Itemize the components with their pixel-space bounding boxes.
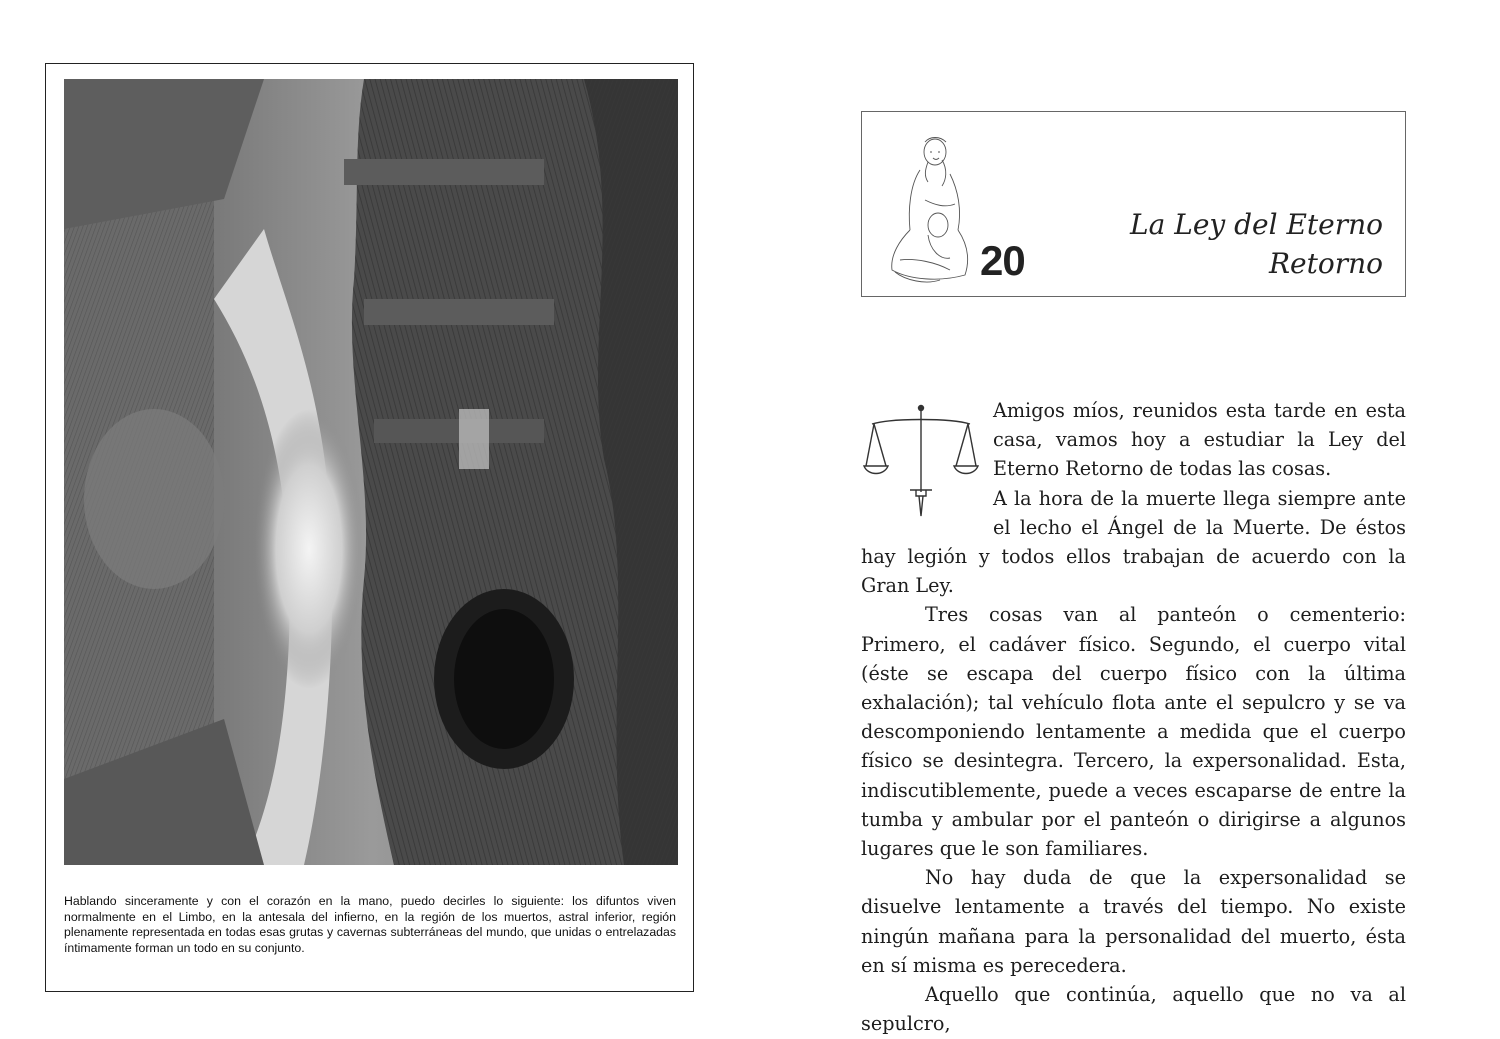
cave-landscape-engraving [64, 79, 678, 865]
chapter-number: 20 [980, 237, 1025, 284]
paragraph-5: Aquello que continúa, aquello que no va al sepulcro, [861, 983, 1406, 1036]
chapter-title-line-1: La Ley del Eterno [1130, 208, 1383, 241]
paragraph-4: No hay duda de que la expersonalidad se disuelve lentamente a través del tiempo. No existe ningún mañana para la personalidad del muerto, ésta en sí misma es perecedera. [861, 866, 1406, 977]
chapter-title [1083, 205, 1383, 283]
chapter-header-box [861, 111, 1406, 297]
paragraph-3: Tres cosas van al panteón o cementerio: Primero, el cadáver físico. Segundo, el cuerpo vital (éste se escapa del cuerpo físico con la última exhalación); tal vehículo flota ante el sepulcro y se va descomponiendo lentamente a medida que el cuerpo físico se desintegra. Tercero, la expersonalidad. Esta, indiscutiblemente, puede a veces escaparse de entre la tumba y ambular por el panteón o dirigirse a algunos lugares que le son familiares. [861, 603, 1406, 861]
dropcap-space [861, 396, 993, 524]
illustration-caption: Hablando sinceramente y con el corazón en la mano, puedo decirles lo siguiente: los difuntos viven normalmente en el Limbo, en la antesala del infierno, en la región de los muertos, astral inferior, región plenamente representada en todas esas grutas y cavernas subterráneas del mundo, que unidas o entrelazadas íntimamente forman un todo en su conjunto. [64, 894, 676, 955]
paragraph-2: A la hora de la muerte llega siempre ante el lecho el Ángel de la Muerte. De éstos hay legión y todos ellos trabajan de acuerdo con la Gran Ley. [861, 486, 1406, 598]
paragraph-1: Amigos míos, reunidos esta tarde en esta casa, vamos hoy a estudiar la Ley del Eterno Retorno de todas las cosas. [993, 399, 1406, 481]
seated-old-man-with-infant-sketch-icon [880, 130, 975, 290]
chapter-body-text [861, 396, 1406, 1038]
left-page-frame [45, 63, 694, 992]
chapter-title-line-2: Retorno [1268, 247, 1383, 280]
engraving-drawing [64, 79, 678, 865]
